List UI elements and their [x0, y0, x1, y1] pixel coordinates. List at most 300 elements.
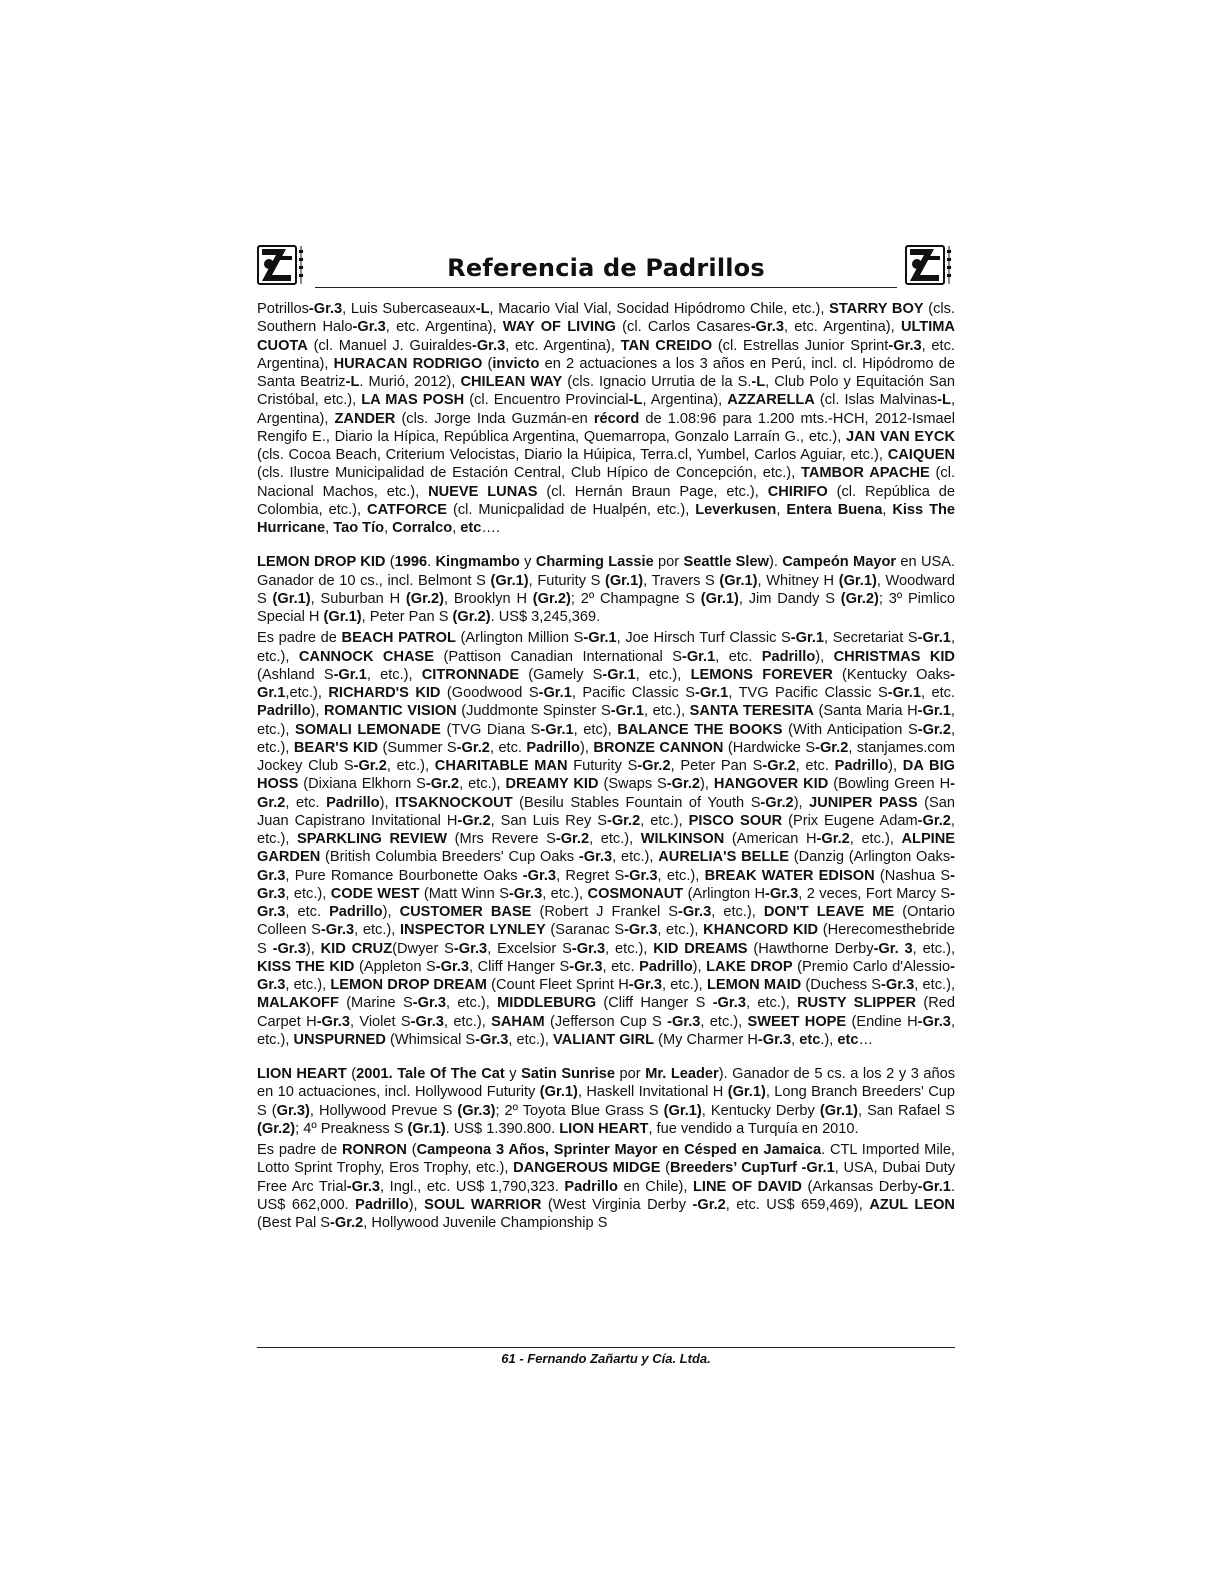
- bold-text-run: WAY OF LIVING: [502, 319, 616, 336]
- text-run: (Dwyer S: [392, 940, 454, 957]
- text-run: ).: [768, 554, 783, 571]
- text-run: (Juddmonte Spinster S: [456, 703, 611, 720]
- text-run: .),: [820, 1031, 838, 1048]
- text-run: Potrillos: [257, 301, 309, 317]
- text-run: , etc.),: [542, 885, 588, 902]
- text-run: por: [653, 554, 684, 571]
- bold-text-run: KID DREAMS: [653, 940, 748, 957]
- bold-text-run: SANTA TERESITA: [689, 703, 814, 720]
- bold-text-run: Charming Lassie: [535, 554, 654, 571]
- bold-text-run: KHANCORD KID: [703, 922, 819, 939]
- bold-text-run: etc: [837, 1031, 859, 1048]
- paragraph-lemon-drop-kid-bio: [257, 553, 955, 626]
- bold-text-run: ALPINE GARDEN: [257, 831, 955, 866]
- paragraph-lion-heart-bio: [257, 1065, 955, 1138]
- text-run: , Haskell Invitational H: [577, 1084, 728, 1101]
- bold-text-run: -Gr.3: [712, 995, 746, 1012]
- text-run: ),: [305, 940, 321, 957]
- bold-text-run: -Gr.2: [555, 831, 590, 847]
- text-run: (cl. Nacional Machos, etc.),: [257, 465, 956, 500]
- bold-text-run: ROMANTIC VISION: [324, 703, 457, 720]
- text-run: , etc.: [715, 648, 762, 665]
- text-run: en Chile),: [617, 1178, 693, 1195]
- text-run: (Count Fleet Sprint H: [486, 977, 629, 993]
- text-run: , Club Polo y Equitación San Cristóbal, etc.),: [257, 374, 955, 409]
- text-run: (cl. Estrellas Junior Sprint: [712, 337, 889, 354]
- text-run: ,: [882, 501, 893, 518]
- bold-text-run: -Gr.2: [692, 1196, 726, 1213]
- text-run: . US$ 1.390.800.: [445, 1120, 560, 1137]
- bold-text-run: -Gr.1: [917, 630, 951, 647]
- bold-text-run: WILKINSON: [640, 831, 725, 847]
- bold-text-run: -Gr.1: [333, 666, 367, 683]
- text-run: (Besilu Stables Fountain of Youth S: [512, 794, 761, 811]
- text-run: y: [519, 554, 536, 571]
- text-run: (Prix Eugene Adam: [782, 812, 918, 829]
- text-run: ),: [579, 739, 594, 756]
- bold-text-run: CANNOCK CHASE: [298, 648, 435, 665]
- text-run: , Pure Romance Bourbonette Oaks: [285, 867, 523, 884]
- text-run: (Ontario Colleen S: [257, 904, 955, 939]
- text-run: , etc.),: [366, 666, 422, 683]
- text-run: Es padre de: [257, 1142, 343, 1158]
- text-run: (Matt Winn S: [419, 885, 509, 902]
- bold-text-run: -Gr.2: [257, 776, 955, 811]
- bold-text-run: -Gr.3: [624, 922, 658, 939]
- bold-text-run: -L: [628, 392, 643, 409]
- text-run: , etc.),: [257, 721, 956, 756]
- text-run: , etc. US$ 659,469),: [725, 1196, 870, 1213]
- bold-text-run: Padrillo: [639, 958, 693, 975]
- text-run: (Jefferson Cup S: [544, 1013, 668, 1030]
- text-run: (: [406, 1142, 417, 1158]
- text-run: ,: [776, 501, 787, 518]
- text-run: ….: [481, 520, 501, 536]
- bold-text-run: Entera Buena: [786, 501, 883, 518]
- text-run: (Hawthorne Derby: [747, 940, 874, 957]
- bold-text-run: (Gr.2): [452, 609, 491, 625]
- text-run: (cl. Hernán Braun Page, etc.),: [537, 483, 768, 500]
- bold-text-run: DANGEROUS MIDGE: [513, 1160, 661, 1177]
- text-run: , Travers S: [643, 572, 720, 589]
- bold-text-run: RUSTY SLIPPER: [797, 995, 917, 1012]
- text-run: .: [427, 554, 436, 571]
- bold-text-run: (Gr.1): [407, 1120, 446, 1137]
- text-run: , etc.: [602, 958, 640, 975]
- bold-text-run: Campeona 3 Años, Sprinter Mayor en Césped en Jamaica: [416, 1142, 822, 1158]
- bold-text-run: BEACH PATROL: [341, 630, 456, 647]
- text-run: (Mrs Revere S: [447, 831, 556, 847]
- text-run: ,: [325, 520, 334, 536]
- text-run: ; 2º Toyota Blue Grass S: [495, 1102, 664, 1119]
- bold-text-run: -Gr.1: [887, 685, 921, 701]
- bold-text-run: -Gr.3: [412, 995, 446, 1012]
- text-run: , etc.),: [459, 776, 506, 793]
- text-run: (Marine S: [338, 995, 413, 1012]
- bold-text-run: -Gr.3: [308, 301, 343, 317]
- text-run: (cls. Ignacio Urrutia de la S.: [562, 374, 752, 390]
- fz-monogram-icon: [905, 244, 955, 288]
- footer-rule: [257, 1347, 955, 1348]
- bold-text-run: -Gr.3: [677, 904, 712, 920]
- text-run: ; 2º Champagne S: [570, 590, 701, 607]
- text-run: , etc.: [285, 904, 330, 920]
- text-run: , etc.: [795, 758, 835, 774]
- bold-text-run: TAMBOR APACHE: [800, 465, 930, 482]
- bold-text-run: -Gr.3: [320, 922, 355, 939]
- bold-text-run: -Gr.3: [917, 1013, 951, 1030]
- text-run: (Arkansas Derby: [801, 1178, 918, 1195]
- bold-text-run: -Gr.3: [453, 940, 488, 957]
- bold-text-run: Padrillo: [329, 904, 383, 920]
- bold-text-run: etc: [799, 1031, 821, 1048]
- text-run: (Red Carpet H: [257, 995, 956, 1030]
- bold-text-run: -Gr.3: [667, 1013, 701, 1030]
- text-run: (cls. Southern Halo: [257, 301, 955, 336]
- text-run: ),: [382, 904, 400, 920]
- text-run: (Endine H: [846, 1013, 918, 1030]
- text-run: (Bowling Green H: [828, 776, 951, 793]
- bold-text-run: COSMONAUT: [587, 885, 684, 902]
- bold-text-run: -Gr.3: [750, 319, 784, 336]
- bold-text-run: -Gr.3: [578, 849, 613, 866]
- text-run: , etc.),: [711, 904, 764, 920]
- text-run: , etc),: [573, 721, 618, 738]
- bold-text-run: -Gr.3: [257, 867, 955, 902]
- bold-text-run: HURACAN RODRIGO: [333, 355, 483, 372]
- text-run: . US$ 662,000.: [257, 1178, 955, 1213]
- text-run: ,: [452, 520, 461, 536]
- bold-text-run: Satin Sunrise: [521, 1066, 615, 1082]
- text-run: ),: [692, 958, 707, 975]
- bold-text-run: Seattle Slew: [683, 554, 769, 571]
- text-run: , stanjames.com Jockey Club S: [257, 739, 955, 774]
- bold-text-run: Tao Tío: [333, 520, 385, 536]
- text-run: , Futurity S: [528, 572, 605, 589]
- bold-text-run: (Gr.1): [539, 1084, 578, 1101]
- text-run: , etc.),: [640, 812, 689, 829]
- text-run: , etc.),: [285, 977, 331, 993]
- bold-text-run: -Gr.2: [330, 1215, 364, 1231]
- bold-text-run: -Gr. 3: [873, 940, 913, 957]
- bold-text-run: Padrillo: [355, 1196, 409, 1213]
- bold-text-run: -Gr.3: [765, 885, 799, 902]
- bold-text-run: -Gr.1: [538, 685, 572, 701]
- bold-text-run: récord: [593, 410, 640, 427]
- text-run: , etc.),: [635, 666, 691, 683]
- bold-text-run: Corralco: [392, 520, 453, 536]
- bold-text-run: (Gr.2): [257, 1120, 296, 1137]
- text-run: , USA, Dubai Duty Free Arc Trial: [257, 1160, 955, 1195]
- text-run: (With Anticipation S: [782, 721, 918, 738]
- body-text: [257, 300, 955, 1232]
- text-run: ),: [379, 794, 396, 811]
- text-run: (Danzig (Arlington Oaks: [788, 849, 951, 866]
- bold-text-run: -L: [751, 374, 766, 390]
- text-run: (Robert J Frankel S: [531, 904, 678, 920]
- text-run: (: [482, 355, 493, 372]
- bold-text-run: CHILEAN WAY: [460, 374, 563, 390]
- bold-text-run: (Gr.2): [405, 590, 445, 607]
- bold-text-run: SOMALI LEMONADE: [295, 721, 441, 738]
- text-run: , Woodward S: [257, 572, 955, 607]
- text-run: , etc.),: [443, 1013, 492, 1030]
- bold-text-run: MIDDLEBURG: [497, 995, 597, 1012]
- bold-text-run: Padrillo: [564, 1178, 618, 1195]
- bold-text-run: KISS THE KID: [257, 958, 355, 975]
- bold-text-run: -Gr.3: [569, 958, 603, 975]
- bold-text-run: -Gr.3: [410, 1013, 444, 1030]
- text-run: (Summer S: [378, 739, 457, 756]
- bold-text-run: JUNIPER PASS: [809, 794, 918, 811]
- text-run: , etc. Argentina),: [505, 337, 621, 354]
- bold-text-run: -Gr.1: [610, 703, 644, 720]
- bold-text-run: JAN VAN EYCK: [846, 428, 955, 445]
- bold-text-run: PISCO SOUR: [688, 812, 783, 829]
- bold-text-run: CAIQUEN: [887, 447, 955, 463]
- bold-text-run: MALAKOFF: [257, 995, 339, 1012]
- bold-text-run: -Gr.2: [353, 758, 387, 774]
- text-run: , Suburban H: [310, 590, 406, 607]
- paragraph-padrillo-progeny-continued: [257, 300, 955, 537]
- bold-text-run: CITRONNADE: [421, 666, 520, 683]
- paragraph-lemon-drop-kid-progeny: [257, 629, 955, 1049]
- bold-text-run: -Gr.1: [540, 721, 574, 738]
- bold-text-run: LEMON MAID: [706, 977, 802, 993]
- text-run: (American H: [724, 831, 817, 847]
- bold-text-run: -Gr.3: [624, 867, 658, 884]
- bold-text-run: LINE OF DAVID: [693, 1178, 802, 1195]
- bold-text-run: -Gr.3: [316, 1013, 350, 1030]
- bold-text-run: LEMON DROP DREAM: [330, 977, 487, 993]
- text-run: (Arlington Million S: [455, 630, 584, 647]
- text-run: , Macario Vial Vial, Socidad Hipódromo Chile, etc.),: [489, 301, 830, 317]
- text-run: , etc.),: [700, 1013, 748, 1030]
- text-run: (: [385, 554, 395, 571]
- text-run: , San Rafael S: [858, 1102, 955, 1119]
- text-run: , etc.),: [914, 977, 955, 993]
- text-run: ),: [408, 1196, 425, 1213]
- bold-text-run: SOUL WARRIOR: [424, 1196, 542, 1213]
- text-run: . Murió, 2012),: [359, 374, 461, 390]
- text-run: (Saranac S: [545, 922, 625, 939]
- bold-text-run: -Gr.3: [571, 940, 606, 957]
- text-run: , Secretariat S: [824, 630, 918, 647]
- bold-text-run: -Gr.3: [475, 1031, 509, 1048]
- text-run: , Peter Pan S: [361, 609, 453, 625]
- bold-text-run: Kiss The Hurricane: [257, 501, 956, 536]
- page-header: [257, 238, 955, 298]
- text-run: ),: [700, 776, 714, 793]
- text-run: (Hardwicke S: [723, 739, 816, 756]
- bold-text-run: CHRISTMAS KID: [833, 648, 955, 665]
- bold-text-run: -Gr.2: [815, 739, 849, 756]
- bold-text-run: Mr. Leader: [645, 1066, 719, 1082]
- header-rule: [315, 287, 897, 288]
- bold-text-run: CODE WEST: [330, 885, 420, 902]
- text-run: , etc.),: [912, 940, 956, 957]
- text-run: (: [660, 1160, 671, 1177]
- text-run: ; 4º Preakness S: [295, 1120, 408, 1137]
- text-run: , 2 veces, Fort Marcy S: [798, 885, 951, 902]
- text-run: (British Columbia Breeders' Cup Oaks: [320, 849, 579, 866]
- bold-text-run: -Gr.2: [425, 776, 460, 793]
- bold-text-run: -Gr.2: [917, 812, 951, 829]
- bold-text-run: -Gr.3: [346, 1178, 381, 1195]
- bold-text-run: invicto: [492, 355, 540, 372]
- bold-text-run: 1996: [394, 554, 428, 571]
- text-run: . US$ 3,245,369.: [490, 609, 601, 625]
- bold-text-run: SAHAM: [491, 1013, 545, 1030]
- text-run: , etc. Argentina),: [783, 319, 901, 336]
- text-run: , etc.),: [257, 630, 955, 665]
- bold-text-run: DREAMY KID: [505, 776, 599, 793]
- text-run: (Whimsical S: [385, 1031, 476, 1048]
- bold-text-run: -L: [937, 392, 951, 409]
- bold-text-run: etc: [460, 520, 482, 536]
- bold-text-run: (Gr.1): [727, 1084, 766, 1101]
- text-run: (Gamely S: [519, 666, 603, 683]
- bold-text-run: SWEET HOPE: [747, 1013, 847, 1030]
- text-run: ),: [888, 758, 903, 774]
- text-run: y: [504, 1066, 522, 1082]
- bold-text-run: -Gr.3: [257, 958, 955, 993]
- text-run: . CTL Imported Mile, Lotto Sprint Trophy, Eros Trophy, etc.),: [257, 1142, 955, 1177]
- bold-text-run: -L: [345, 374, 360, 390]
- bold-text-run: Kingmambo: [435, 554, 520, 571]
- text-run: (Duchess S: [801, 977, 882, 993]
- paragraph-lion-heart-progeny: [257, 1141, 955, 1232]
- bold-text-run: -Gr.3: [257, 885, 955, 920]
- bold-text-run: CHARITABLE MAN: [434, 758, 568, 774]
- text-run: ). Ganador de 5 cs. a los 2 y 3 años en 10 actuaciones, incl. Hollywood Futurity: [257, 1066, 956, 1101]
- text-run: en USA. Ganador de 10 cs., incl. Belmont S: [257, 554, 956, 589]
- bold-text-run: CATFORCE: [367, 501, 448, 518]
- text-run: , etc.: [920, 685, 956, 701]
- text-run: , fue vendido a Turquía en 2010.: [648, 1120, 859, 1137]
- text-run: , etc.),: [257, 812, 955, 847]
- text-run: , TVG Pacific Classic S: [728, 685, 888, 701]
- bold-text-run: CHIRIFO: [767, 483, 828, 500]
- bold-text-run: -Gr.3: [257, 849, 955, 884]
- bold-text-run: (Gr.1): [819, 1102, 858, 1119]
- text-run: ,: [384, 520, 393, 536]
- text-run: ; 3º Pimlico Special H: [257, 590, 955, 625]
- document-page: [257, 238, 955, 1232]
- text-run: , etc. Argentina),: [385, 319, 503, 336]
- text-run: (My Charmer H: [654, 1031, 758, 1048]
- bold-text-run: -Gr.3: [508, 885, 543, 902]
- fz-monogram-icon: [257, 244, 307, 288]
- bold-text-run: TAN CREIDO: [620, 337, 713, 354]
- bold-text-run: UNSPURNED: [293, 1031, 386, 1048]
- bold-text-run: -Gr.1: [583, 630, 617, 647]
- text-run: , etc.),: [354, 922, 400, 939]
- text-run: , etc.),: [662, 977, 707, 993]
- bold-text-run: BEAR'S KID: [293, 739, 379, 756]
- text-run: (cls. Cocoa Beach, Criterium Velocistas, Diario la Húipica, Terra.cl, Yumbel, Carlos Aguiar, etc.),: [257, 447, 888, 463]
- bold-text-run: ITSAKNOCKOUT: [395, 794, 513, 811]
- text-run: , etc.),: [612, 849, 659, 866]
- text-run: por: [614, 1066, 646, 1082]
- text-run: , Hollywood Juvenile Championship S: [363, 1215, 608, 1231]
- text-run: , Long Branch Breeders' Cup S (: [257, 1084, 955, 1119]
- bold-text-run: LEMONS FOREVER: [690, 666, 833, 683]
- text-run: , etc.),: [285, 885, 331, 902]
- text-run: ),: [793, 794, 810, 811]
- bold-text-run: -L: [475, 301, 490, 317]
- bold-text-run: BREAK WATER EDISON: [704, 867, 875, 884]
- bold-text-run: AZZARELLA: [727, 392, 815, 409]
- text-run: , San Luis Rey S: [490, 812, 607, 829]
- text-run: ),: [310, 703, 325, 720]
- text-run: , etc.),: [589, 831, 641, 847]
- bold-text-run: -Gr.2: [917, 721, 951, 738]
- text-run: (: [346, 1066, 357, 1082]
- text-run: , Brooklyn H: [444, 590, 533, 607]
- bold-text-run: (Gr.1): [838, 572, 877, 589]
- text-run: (Pattison Canadian International S: [434, 648, 682, 665]
- bold-text-run: AURELIA'S BELLE: [658, 849, 789, 866]
- text-run: , etc.),: [657, 922, 704, 939]
- text-run: (Nashua S: [874, 867, 951, 884]
- bold-text-run: -Gr.3: [435, 958, 470, 975]
- text-run: (cl. Manuel J. Guiraldes: [307, 337, 472, 354]
- bold-text-run: INSPECTOR LYNLEY: [399, 922, 546, 939]
- bold-text-run: (Gr.1): [663, 1102, 702, 1119]
- text-run: , etc.),: [386, 758, 435, 774]
- text-run: , etc.),: [605, 940, 654, 957]
- bold-text-run: (Gr.1): [323, 609, 362, 625]
- text-run: , etc. Argentina),: [257, 337, 955, 372]
- bold-text-run: AZUL LEON: [869, 1196, 955, 1213]
- text-run: , etc.: [285, 794, 327, 811]
- bold-text-run: (Gr.1): [272, 590, 311, 607]
- bold-text-run: (Gr.1): [604, 572, 644, 589]
- bold-text-run: -Gr.2: [666, 776, 701, 793]
- bold-text-run: DA BIG HOSS: [257, 758, 955, 793]
- bold-text-run: (Gr.3): [457, 1102, 496, 1119]
- text-run: (Herecomesthebride S: [257, 922, 955, 957]
- text-run: (West Virginia Derby: [541, 1196, 693, 1213]
- text-run: , etc.),: [745, 995, 798, 1012]
- text-run: , Argentina),: [642, 392, 728, 409]
- text-run: (cl. República de Colombia, etc.),: [257, 483, 955, 518]
- bold-text-run: 2001. Tale Of The Cat: [356, 1066, 505, 1082]
- text-run: , etc.),: [849, 831, 902, 847]
- bold-text-run: ULTIMA CUOTA: [257, 319, 955, 354]
- text-run: , Jim Dandy S: [738, 590, 841, 607]
- bold-text-run: (Gr.1): [490, 572, 529, 589]
- text-run: Es padre de: [257, 630, 342, 647]
- text-run: (cl. Islas Malvinas: [814, 392, 938, 409]
- text-run: (Best Pal S: [257, 1215, 330, 1231]
- bold-text-run: -Gr.1: [917, 703, 951, 720]
- bold-text-run: STARRY BOY: [829, 301, 924, 317]
- bold-text-run: -Gr.2: [762, 758, 796, 774]
- bold-text-run: HANGOVER KID: [713, 776, 829, 793]
- bold-text-run: Breeders’ CupTurf -Gr.1: [670, 1160, 835, 1177]
- text-run: (Appleton S: [354, 958, 436, 975]
- bold-text-run: -Gr.3: [757, 1031, 792, 1048]
- text-run: (Swaps S: [598, 776, 667, 793]
- text-run: de 1.08:96 para 1.200 mts.-HCH, 2012-Ismael Rengifo E., Diario la Hípica, República Argentina, Quemarropa, Gonzalo Larraín G., etc.),: [257, 410, 956, 445]
- text-run: , etc.),: [657, 867, 705, 884]
- bold-text-run: LION HEART: [559, 1120, 649, 1137]
- text-run: (Santa Maria H: [813, 703, 918, 720]
- bold-text-run: -Gr.2: [606, 812, 641, 829]
- text-run: , Regret S: [556, 867, 625, 884]
